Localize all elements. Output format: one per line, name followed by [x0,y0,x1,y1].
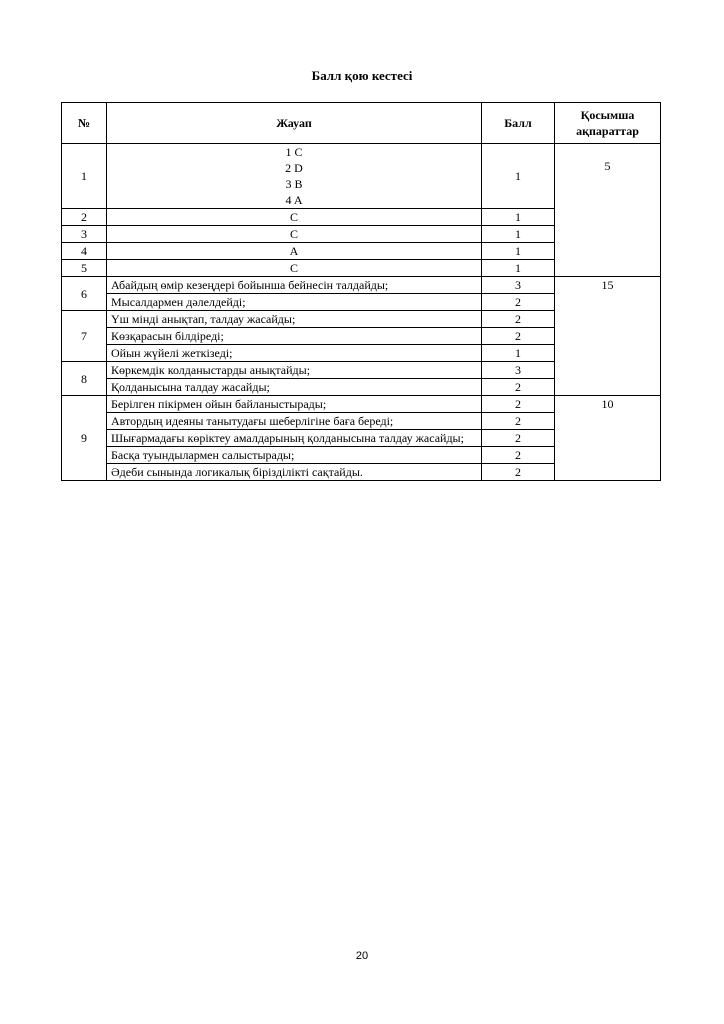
table-row [62,144,661,209]
header-extra: Қосымша ақпараттар [555,103,661,144]
header-answer: Жауап [107,103,482,144]
question-number: 5 [62,260,107,277]
score-table [61,102,661,481]
question-number: 1 [62,144,107,209]
answer-cell: Автордың идеяны танытудағы шеберлігіне баға береді; [107,413,482,430]
score-cell: 2 [482,464,555,481]
header-num: № [62,103,107,144]
score-cell: 2 [482,413,555,430]
answer-cell: Шығармадағы көріктеу амалдарының қолданысына талдау жасайды; [107,430,482,447]
question-number: 8 [62,362,107,396]
answer-cell [107,144,482,209]
score-cell: 3 [482,277,555,294]
answer-cell: C [107,260,482,277]
answer-cell: A [107,243,482,260]
extra-info-cell: 5 [555,144,661,277]
question-number: 2 [62,209,107,226]
table-row [62,396,661,413]
score-cell: 3 [482,362,555,379]
score-cell: 2 [482,328,555,345]
answer-cell: Ойын жүйелі жеткізеді; [107,345,482,362]
answer-cell: Берілген пікірмен ойын байланыстырады; [107,396,482,413]
answer-line: 4 A [285,193,303,207]
question-number: 9 [62,396,107,481]
answer-cell: Көзқарасын білдіреді; [107,328,482,345]
extra-info-cell: 15 [555,277,661,396]
question-number: 4 [62,243,107,260]
score-cell: 2 [482,447,555,464]
table-title: Балл қою кестесі [311,68,413,83]
answer-cell: Әдеби сынында логикалық бірізділікті сақтайды. [107,464,482,481]
extra-info-cell: 10 [555,396,661,481]
score-cell: 2 [482,396,555,413]
answer-line: 3 B [285,177,303,191]
score-cell: 1 [482,243,555,260]
score-cell: 2 [482,430,555,447]
score-cell: 1 [482,209,555,226]
answer-cell: C [107,209,482,226]
score-cell: 2 [482,294,555,311]
score-cell: 1 [482,144,555,209]
header-score: Балл [482,103,555,144]
question-number: 6 [62,277,107,311]
answer-cell: Басқа туындылармен салыстырады; [107,447,482,464]
score-cell: 2 [482,379,555,396]
score-cell: 2 [482,311,555,328]
answer-cell: Абайдың өмір кезеңдері бойынша бейнесін талдайды; [107,277,482,294]
score-cell: 1 [482,260,555,277]
answer-cell: Қолданысына талдау жасайды; [107,379,482,396]
question-number: 7 [62,311,107,362]
question-number: 3 [62,226,107,243]
table-row [62,277,661,294]
page-number: 20 [355,950,369,962]
answer-cell: C [107,226,482,243]
answer-cell: Көркемдік колданыстарды анықтайды; [107,362,482,379]
score-cell: 1 [482,345,555,362]
header-row [62,103,661,144]
answer-cell: Мысалдармен дәлелдейді; [107,294,482,311]
answer-line: 1 C [285,145,303,159]
answer-line: 2 D [285,161,303,175]
answer-cell: Үш мінді анықтап, талдау жасайды; [107,311,482,328]
score-cell: 1 [482,226,555,243]
